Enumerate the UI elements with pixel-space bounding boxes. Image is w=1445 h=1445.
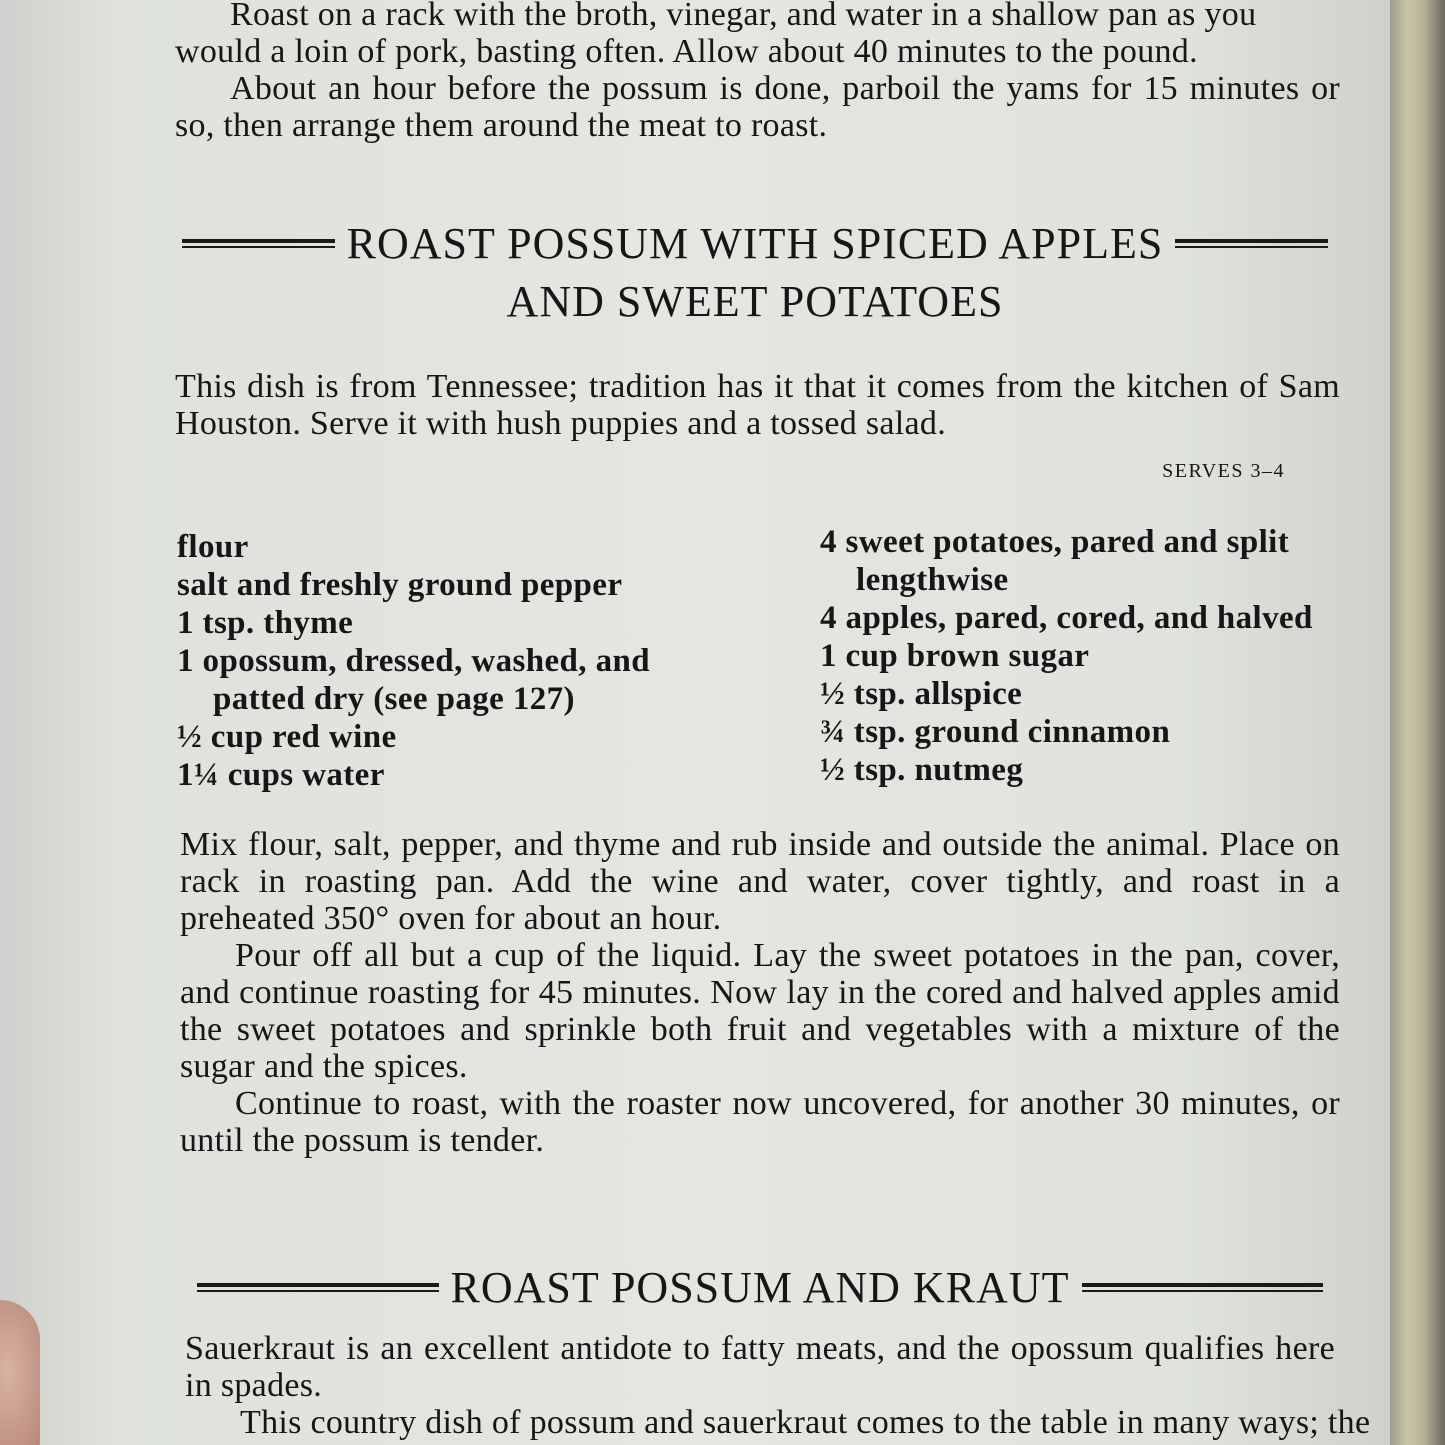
ingredient-item: ½ tsp. nutmeg [820,752,1024,788]
ingredient-item: 1 cup brown sugar [820,638,1090,674]
previous-method-line: Roast on a rack with the broth, vinegar, and water in a shallow pan as you [230,0,1257,33]
ingredient-item: ½ tsp. allspice [820,676,1023,712]
previous-method-paragraph: About an hour before the possum is done, parboil the yams for 15 minutes or so, then arrange them around the meat to roast. [175,70,1340,144]
ingredient-item: 1¼ cups water [177,757,385,793]
thumb [0,1300,40,1445]
method-paragraph: Mix flour, salt, pepper, and thyme and rub inside and outside the animal. Place on rack in roasting pan. Add the wine and water, cover tightly, and roast in a preheated 350° oven for about an hour. [180,826,1340,937]
recipe-heading [170,218,1340,269]
ingredient-item: 1 tsp. thyme [177,605,354,641]
previous-method-line: would a loin of pork, basting often. Allow about 40 minutes to the pound. [175,33,1198,70]
ingredients-right-column [820,523,1313,789]
ingredient-item-continuation: lengthwise [856,562,1009,598]
book-page-edge [1390,0,1445,1445]
ingredient-item: 4 apples, pared, cored, and halved [820,600,1313,636]
recipe-intro [175,368,1340,442]
recipe-title: ROAST POSSUM WITH SPICED APPLES [346,219,1164,268]
ingredient-item: flour [177,529,249,565]
recipe-title: ROAST POSSUM AND KRAUT [450,1263,1070,1312]
ingredient-item: ¾ tsp. ground cinnamon [820,714,1171,750]
recipe-title-line-2: AND SWEET POTATOES [506,277,1004,326]
ingredient-item: salt and freshly ground pepper [177,567,623,603]
recipe-paragraph: This country dish of possum and sauerkraut comes to the table in many ways; the [240,1404,1371,1441]
previous-recipe-text [175,0,1340,144]
recipe-intro-text: This dish is from Tennessee; tradition has it that it comes from the kitchen of Sam Houston. Serve it with hush puppies and a tossed salad. [175,368,1340,442]
recipe-heading [185,1262,1335,1313]
serves-label: SERVES 3–4 [1162,460,1285,482]
heading-rule-left [182,239,335,248]
ingredient-item: 4 sweet potatoes, pared and split [820,524,1290,560]
ingredient-item-continuation: patted dry (see page 127) [213,681,575,717]
ingredient-item: 1 opossum, dressed, washed, and [177,643,650,679]
heading-rule-right [1082,1283,1324,1292]
heading-rule-left [197,1283,439,1292]
recipe-intro [185,1330,1371,1441]
recipe-method [180,826,1340,1159]
recipe-intro-text: Sauerkraut is an excellent antidote to fatty meats, and the opossum qualifies here in spades. [185,1330,1335,1404]
ingredients-left-column [177,528,650,794]
method-paragraph: Pour off all but a cup of the liquid. Lay the sweet potatoes in the pan, cover, and continue roasting for 45 minutes. Now lay in the cored and halved apples amid the sweet potatoes and sprinkle both fruit and vegetables with a mixture of the sugar and the spices. [180,937,1340,1085]
ingredient-item: ½ cup red wine [177,719,397,755]
method-paragraph: Continue to roast, with the roaster now uncovered, for another 30 minutes, or until the possum is tender. [180,1085,1340,1159]
heading-rule-right [1175,239,1328,248]
